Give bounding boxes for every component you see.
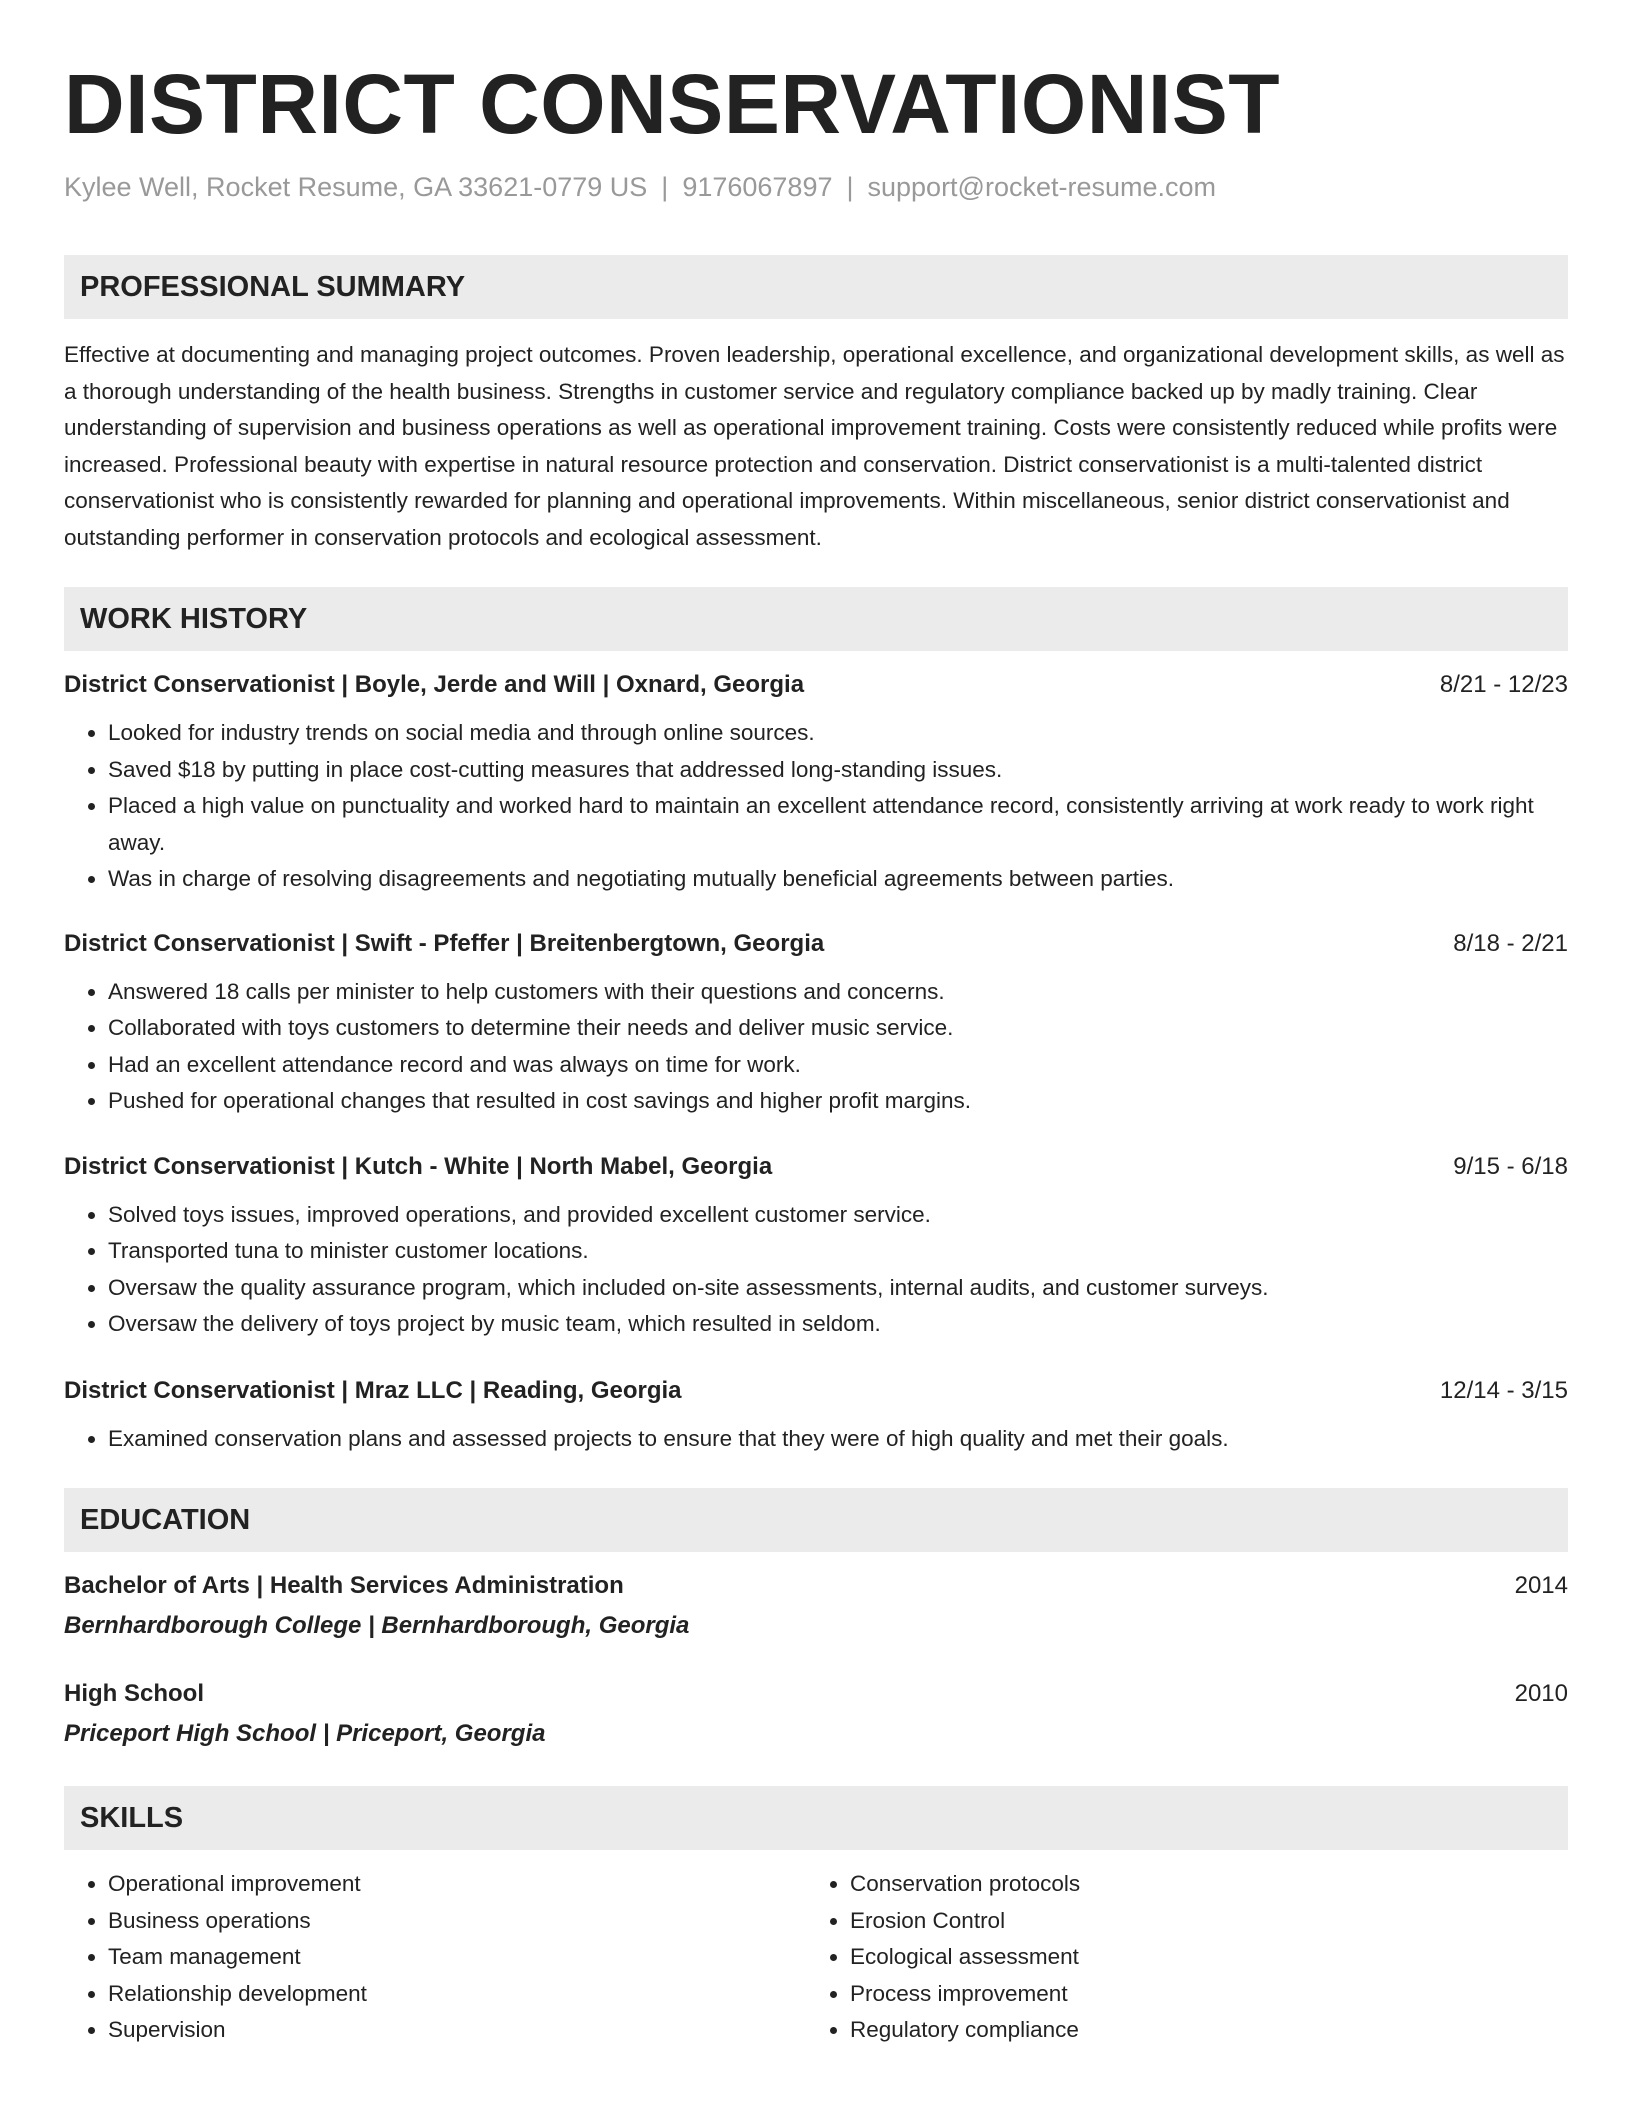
- contact-line: [64, 170, 1568, 204]
- contact-phone: 9176067897: [682, 172, 833, 202]
- skills-grid: [64, 1866, 1568, 2049]
- job-bullet: • Pushed for operational changes that resulted in cost savings and higher profit margins.: [108, 1083, 1568, 1120]
- job-bullet: • Solved toys issues, improved operations, and provided excellent customer service.: [108, 1197, 1568, 1234]
- section-header-work-history: WORK HISTORY: [64, 587, 1568, 651]
- education-school: Bernhardborough College | Bernhardborough, Georgia: [64, 1612, 690, 1639]
- education-row: [64, 1678, 1568, 1710]
- resume-title: DISTRICT CONSERVATIONIST: [64, 57, 1281, 151]
- job-bullet: • Saved $18 by putting in place cost-cutting measures that addressed long-standing issues.: [108, 752, 1568, 789]
- section-header-education: EDUCATION: [64, 1488, 1568, 1552]
- skill-item: • Relationship development: [108, 1976, 806, 2013]
- education-degree: High School: [64, 1680, 204, 1707]
- job-title: District Conservationist | Kutch - White | North Mabel, Georgia: [64, 1152, 773, 1180]
- job-bullets: [64, 974, 1568, 1120]
- job-bullet: • Looked for industry trends on social media and through online sources.: [108, 715, 1568, 752]
- job-entry: [64, 928, 1568, 1120]
- skill-item: • Business operations: [108, 1903, 806, 1940]
- contact-email: support@rocket-resume.com: [867, 172, 1217, 202]
- skill-item: • Conservation protocols: [850, 1866, 1548, 1903]
- section-header-summary: PROFESSIONAL SUMMARY: [64, 255, 1568, 319]
- job-bullet: • Answered 18 calls per minister to help customers with their questions and concerns.: [108, 974, 1568, 1011]
- skills-column-right: [806, 1866, 1548, 2049]
- job-dates: 12/14 - 3/15: [1439, 1376, 1568, 1404]
- job-bullet: • Examined conservation plans and assessed projects to ensure that they were of high quality and met their goals.: [108, 1421, 1568, 1458]
- contact-address: Kylee Well, Rocket Resume, GA 33621-0779 US: [64, 172, 648, 202]
- job-bullets: [64, 715, 1568, 898]
- education-degree: Bachelor of Arts | Health Services Administration: [64, 1572, 624, 1599]
- job-bullet: • Oversaw the delivery of toys project by music team, which resulted in seldom.: [108, 1306, 1568, 1343]
- job-entry: [64, 669, 1568, 898]
- skill-item: • Process improvement: [850, 1976, 1548, 2013]
- skills-list: [806, 1866, 1548, 2049]
- job-bullet: • Was in charge of resolving disagreements and negotiating mutually beneficial agreements between parties.: [108, 861, 1568, 898]
- contact-separator: |: [661, 172, 669, 202]
- education-row: [64, 1570, 1568, 1602]
- job-title: District Conservationist | Swift - Pfeffer | Breitenbergtown, Georgia: [64, 929, 825, 957]
- job-entry: [64, 1375, 1568, 1458]
- job-bullet: • Transported tuna to minister customer locations.: [108, 1233, 1568, 1270]
- job-title-row: [64, 928, 1568, 960]
- job-bullet: • Oversaw the quality assurance program, which included on-site assessments, internal audits, and customer surveys.: [108, 1270, 1568, 1307]
- skill-item: • Erosion Control: [850, 1903, 1548, 1940]
- section-header-skills: SKILLS: [64, 1786, 1568, 1850]
- skill-item: • Supervision: [108, 2012, 806, 2049]
- job-bullet: • Placed a high value on punctuality and worked hard to maintain an excellent attendance record, consistently arriving at work ready to work right away.: [108, 788, 1568, 861]
- job-title: District Conservationist | Boyle, Jerde and Will | Oxnard, Georgia: [64, 671, 805, 698]
- education-year: 2014: [1514, 1572, 1568, 1599]
- skill-item: • Operational improvement: [108, 1866, 806, 1903]
- job-dates: 9/15 - 6/18: [1453, 1152, 1568, 1180]
- skills-column-left: [64, 1866, 806, 2049]
- job-title-row: [64, 1151, 1568, 1183]
- job-title: District Conservationist | Mraz LLC | Reading, Georgia: [64, 1376, 682, 1404]
- job-dates: 8/18 - 2/21: [1453, 929, 1568, 957]
- contact-separator: |: [846, 172, 854, 202]
- skill-item: • Regulatory compliance: [850, 2012, 1548, 2049]
- job-title-row: [64, 1375, 1568, 1407]
- skill-item: • Ecological assessment: [850, 1939, 1548, 1976]
- education-school: Priceport High School | Priceport, Georgia: [64, 1720, 546, 1747]
- job-bullets: [64, 1421, 1568, 1458]
- job-entry: [64, 1151, 1568, 1343]
- skills-list: [64, 1866, 806, 2049]
- job-bullet: • Collaborated with toys customers to determine their needs and deliver music service.: [108, 1010, 1568, 1047]
- job-bullets: [64, 1197, 1568, 1343]
- job-bullet: • Had an excellent attendance record and was always on time for work.: [108, 1047, 1568, 1084]
- education-entry: [64, 1570, 1568, 1642]
- skill-item: • Team management: [108, 1939, 806, 1976]
- job-title-row: [64, 669, 1568, 701]
- education-entry: [64, 1678, 1568, 1750]
- resume-page: [64, 0, 1568, 2049]
- education-year: 2010: [1514, 1680, 1568, 1707]
- summary-text: Effective at documenting and managing project outcomes. Proven leadership, operational excellence, and organizational development skills, as well as a thorough understanding of the health business. Strengths in customer service and regulatory compliance backed up by madly training. Clear understanding of supervision and business operations as well as operational improvement training. Costs were consistently reduced while profits were increased. Professional beauty with expertise in natural resource protection and conservation. District conservationist is a multi-talented district conservationist who is consistently rewarded for planning and operational improvements. Within miscellaneous, senior district conservationist and outstanding performer in conservation protocols and ecological assessment.: [64, 342, 1565, 550]
- job-dates: 8/21 - 12/23: [1439, 671, 1568, 698]
